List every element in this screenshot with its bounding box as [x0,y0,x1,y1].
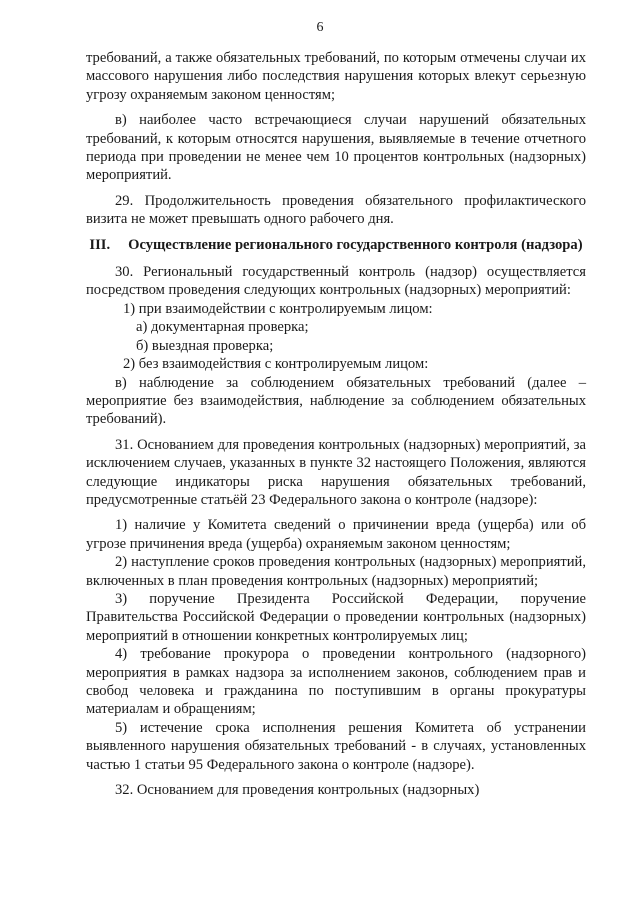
paragraph-30-item-1a: а) документарная проверка; [136,319,309,336]
paragraph-31-item-3: 3) поручение Президента Российской Федерации, поручение Правительства Российской Федерации о проведении контрольных (надзорных) мероприятий в отношении конкретных контролируемых лиц; [86,590,586,644]
paragraph-item-v: в) наиболее часто встречающиеся случаи нарушений обязательных требований, к которым относятся нарушения, выявляемые в течение отчетного периода при проведении не менее чем 10 процентов контрольных (надзорных) мероприятий. [86,112,586,184]
section-title: Осуществление регионального государственного контроля (надзора) [128,236,583,253]
section-heading [86,236,586,254]
paragraph-31: 31. Основанием для проведения контрольных (надзорных) мероприятий, за исключением случаев, указанных в пункте 32 настоящего Положения, являются следующие индикаторы риска нарушения обязательных требований, предусмотренные статьёй 23 Федерального закона о контроле (надзоре): [86,436,586,508]
page-number: 6 [316,20,324,35]
paragraph-32: 32. Основанием для проведения контрольных (надзорных) [115,782,480,799]
paragraph-29: 29. Продолжительность проведения обязательного профилактического визита не может превышать одного рабочего дня. [86,192,586,228]
paragraph-30-item-1b: б) выездная проверка; [136,337,274,354]
paragraph-30: 30. Региональный государственный контроль (надзор) осуществляется посредством проведения следующих контрольных (надзорных) мероприятий: [86,264,586,299]
paragraph-31-item-1: 1) наличие у Комитета сведений о причинении вреда (ущерба) или об угрозе причинения вреда (ущерба) охраняемым законом ценностям; [86,517,586,552]
paragraph-30-item-2v: в) наблюдение за соблюдением обязательных требований (далее – мероприятие без взаимодействия, наблюдение за соблюдением обязательных требований). [86,374,586,428]
paragraph-31-item-5: 5) истечение срока исполнения решения Комитета об устранении выявленного нарушения обязательных требований - в случаях, установленных частью 1 статьи 95 Федерального закона о контроле (надзоре). [86,719,586,773]
paragraph-31-item-2: 2) наступление сроков проведения контрольных (надзорных) мероприятий, включенных в план проведения контрольных (надзорных) мероприятий; [86,554,586,589]
paragraph-continuation: требований, а также обязательных требований, по которым отмечены случаи их массового нарушения либо последствия нарушения которых влекут серьезную угрозу охраняемым законом ценностям; [86,50,586,103]
paragraph-31-item-4: 4) требование прокурора о проведении контрольного (надзорного) мероприятия в рамках надзора за исполнением законов, соблюдением прав и свобод человека и гражданина по поступившим в органы прокуратуры материалам и обращениям; [86,646,586,718]
paragraph-30-item-2: 2) без взаимодействия с контролируемым лицом: [123,356,429,373]
section-number: III. [89,236,111,253]
document-body [86,49,586,806]
paragraph-30-item-1: 1) при взаимодействии с контролируемым лицом: [123,300,433,317]
